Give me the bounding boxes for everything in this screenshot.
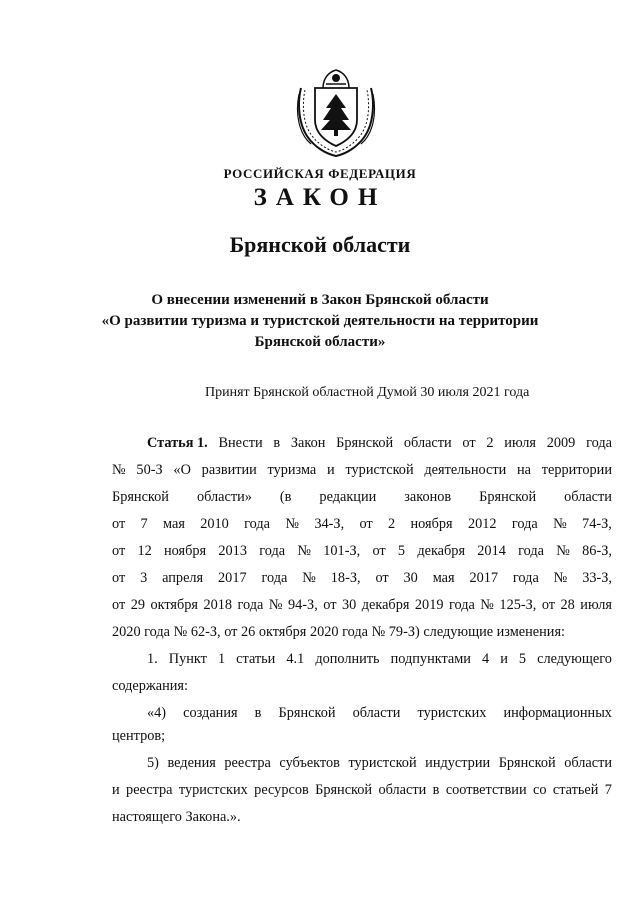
word: 5 [397, 543, 406, 559]
subitem-4-line: центров; [112, 728, 166, 744]
word: № [480, 597, 494, 613]
word: «О [173, 462, 191, 478]
word: в [273, 435, 281, 451]
word: 7 [140, 516, 148, 532]
word: 2018 [203, 597, 233, 613]
word: ресурсов [254, 782, 309, 798]
word: 30 [403, 570, 418, 586]
word: 94-З, [288, 597, 318, 613]
word: области [564, 489, 612, 505]
article-heading: Статья 1. [147, 435, 208, 451]
word: территории [541, 462, 612, 478]
word: 3 [140, 570, 148, 586]
article-1-line [112, 513, 612, 535]
word: декабря [417, 543, 466, 559]
word: года [261, 570, 288, 586]
word: развитии [201, 462, 257, 478]
word: Брянской [498, 755, 556, 771]
word: № [556, 543, 570, 559]
word: 2014 [477, 543, 506, 559]
word: 18-З, [330, 570, 361, 586]
word: (в [279, 489, 292, 505]
word: на [517, 462, 531, 478]
word: Закон [290, 435, 326, 451]
subitem-4-line [147, 702, 612, 724]
item-1-line: содержания: [112, 678, 188, 694]
word: Брянской [112, 489, 169, 505]
word: 2012 [467, 516, 497, 532]
word: от [112, 543, 126, 559]
word: реестра [126, 782, 173, 798]
word: 50-З [136, 462, 163, 478]
word: года [512, 570, 539, 586]
word: июля [580, 597, 612, 613]
word: № [302, 570, 316, 586]
word: редакции [319, 489, 377, 505]
region-name: Брянской области [229, 232, 411, 257]
article-1-line [112, 540, 612, 562]
word: соответствии [445, 782, 527, 798]
word: 2009 [546, 435, 576, 451]
word: № [112, 462, 126, 478]
word: законов [404, 489, 452, 505]
word: ноября [410, 516, 453, 532]
word: года [259, 543, 286, 559]
word: туризма [267, 462, 317, 478]
word: 101-З, [323, 543, 361, 559]
word: от [323, 597, 337, 613]
word: Брянской [479, 489, 537, 505]
word: от [112, 516, 126, 532]
word: № [553, 570, 568, 586]
word: № [553, 516, 567, 532]
word: 7 [604, 782, 612, 798]
word: мая [163, 516, 185, 532]
article-1-line [112, 459, 612, 481]
word: 33-З, [582, 570, 612, 586]
word: 2017 [469, 570, 499, 586]
word: индустрии [425, 755, 491, 771]
word: статьей [552, 782, 599, 798]
word: туристских [178, 782, 248, 798]
word: со [533, 782, 547, 798]
word: Брянской [278, 705, 336, 721]
word: и [112, 782, 120, 798]
word: информационных [503, 705, 612, 721]
word: 2019 [414, 597, 444, 613]
subitem-5-line: настоящего Закона.». [112, 809, 241, 825]
word: области [352, 705, 401, 721]
item-1-line [147, 648, 612, 670]
word: от [462, 435, 476, 451]
word: подпунктами [390, 651, 471, 667]
word: «4) [147, 705, 167, 721]
word: туристской [348, 755, 417, 771]
word: статьи [236, 651, 276, 667]
law-title-line: О внесении изменений в Закон Брянской области [151, 292, 489, 308]
word: Брянской [315, 782, 373, 798]
word: 34-З, [314, 516, 345, 532]
word: от [375, 570, 389, 586]
word: года [244, 516, 271, 532]
word: ноября [164, 543, 207, 559]
word: декабря [361, 597, 410, 613]
subitem-5-line [112, 779, 612, 801]
word: от [372, 543, 386, 559]
word: 1 [217, 651, 226, 667]
word: в [254, 705, 262, 721]
word: № [285, 516, 300, 532]
word: от [359, 516, 373, 532]
word: года [518, 543, 544, 559]
word: и [327, 462, 335, 478]
word: 2013 [218, 543, 247, 559]
word: 86-З, [582, 543, 612, 559]
word: года [448, 597, 475, 613]
word: области [378, 782, 427, 798]
word: области [403, 435, 452, 451]
word: 5 [518, 651, 527, 667]
word: 12 [137, 543, 152, 559]
word: 2 [388, 516, 396, 532]
word: области [564, 755, 612, 771]
article-1-line: 2020 года № 62-З, от 26 октября 2020 года № 79-З) следующие изменения: [112, 624, 565, 640]
word: 2017 [218, 570, 247, 586]
word: № [297, 543, 311, 559]
word: Внести [218, 435, 263, 451]
article-1-line [112, 486, 612, 508]
word: года [237, 597, 264, 613]
word: 1. [147, 651, 158, 667]
word: № [268, 597, 283, 613]
word: 125-З, [499, 597, 537, 613]
adoption-note: Принят Брянской областной Думой 30 июля 2021 года [205, 385, 530, 400]
word: деятельности [424, 462, 507, 478]
article-1-line [147, 432, 612, 454]
word: 2010 [200, 516, 229, 532]
law-title-line: «О развитии туризма и туристской деятельности на территории [101, 313, 539, 329]
country-name: РОССИЙСКАЯ ФЕДЕРАЦИЯ [223, 166, 417, 181]
word: 28 [560, 597, 575, 613]
word: года [511, 516, 538, 532]
word: от [112, 570, 126, 586]
word: субъектов [279, 755, 340, 771]
word: 74-З, [582, 516, 612, 532]
word: туристских [417, 705, 487, 721]
word: Пункт [168, 651, 207, 667]
word: мая [432, 570, 455, 586]
word: октября [150, 597, 198, 613]
word: создания [183, 705, 238, 721]
subitem-5-line [147, 752, 612, 774]
word: апреля [162, 570, 204, 586]
word: в [432, 782, 440, 798]
word: 2 [486, 435, 494, 451]
word: ведения [167, 755, 216, 771]
word: области» [196, 489, 252, 505]
word: Брянской [336, 435, 394, 451]
law-title [100, 290, 540, 353]
bryansk-coat-of-arms-icon [293, 64, 379, 158]
word: 29 [130, 597, 145, 613]
word: от [112, 597, 126, 613]
word: и [500, 651, 508, 667]
article-1-line [112, 594, 612, 616]
word: 5) [147, 755, 159, 771]
word: туристской [345, 462, 414, 478]
word: дополнить [315, 651, 380, 667]
article-1-line [112, 567, 612, 589]
word: 4.1 [286, 651, 305, 667]
word: года [586, 435, 612, 451]
document-type: ЗАКОН [253, 184, 387, 211]
word: реестра [224, 755, 271, 771]
word: июля [504, 435, 536, 451]
word: 30 [341, 597, 357, 613]
word: 4 [482, 651, 490, 667]
word: от [541, 597, 556, 613]
law-title-line: Брянской области» [254, 334, 386, 350]
word: следующего [537, 651, 612, 667]
